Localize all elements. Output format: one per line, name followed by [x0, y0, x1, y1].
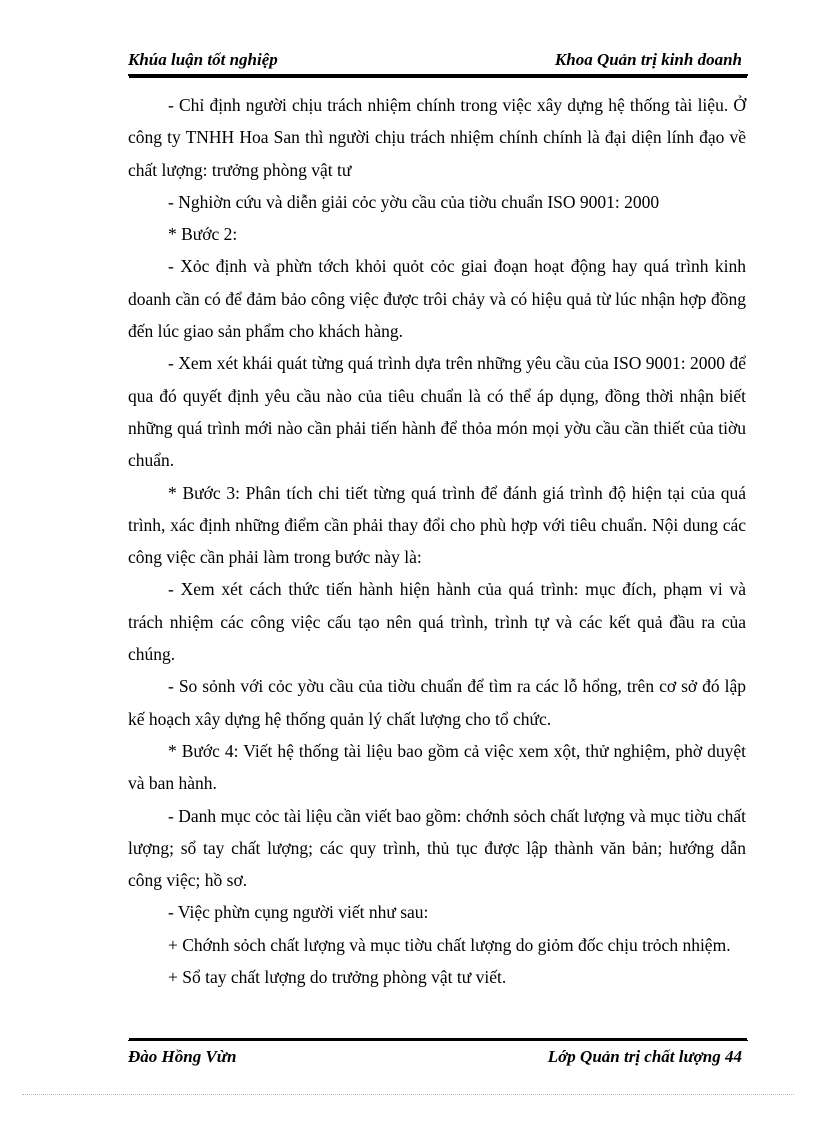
- header-faculty: Khoa Quản trị kinh doanh: [554, 50, 742, 69]
- paragraph: - Việc phừn cụng người viết như sau:: [168, 902, 429, 923]
- paragraph: + Chớnh sỏch chất lượng và mục tiờu chất lượng do giỏm đốc chịu trỏch nhiệm.: [168, 934, 731, 955]
- page-footer: [128, 1040, 748, 1071]
- paragraph: - Chỉ định người chịu trách nhiệm chính trong việc xây dựng hệ thống tài liệu. Ở công ty TNHH Hoa San thì người chịu trách nhiệm chính chính là đại diện lính đạo về chất lượng: trưởng phòng vật tư: [128, 95, 746, 180]
- paragraph: + Sổ tay chất lượng do trưởng phòng vật tư viết.: [168, 967, 507, 988]
- footer-author: Đào Hồng Vừn: [128, 1047, 237, 1066]
- paragraph: * Bước 4: Viết hệ thống tài liệu bao gồm cả việc xem xột, thử nghiệm, phờ duyệt và ban hành.: [128, 740, 746, 794]
- paragraph: - Xỏc định và phừn tớch khỏi quỏt cỏc giai đoạn hoạt động hay quá trình kinh doanh cần có để đảm bảo công việc được trôi chảy và có hiệu quả từ lúc nhận hợp đồng đến lúc giao sản phẩm cho khách hàng.: [128, 256, 746, 342]
- header-thesis-title: Khúa luận tốt nghiệp: [128, 50, 278, 69]
- paragraph: * Bước 2:: [168, 224, 238, 245]
- paragraph: - So sỏnh với cỏc yờu cầu của tiờu chuẩn để tìm ra các lỗ hổng, trên cơ sở đó lập kế hoạch xây dựng hệ thống quản lý chất lượng cho tổ chức.: [128, 676, 746, 729]
- document-body: [128, 89, 746, 993]
- page-header: [128, 48, 748, 76]
- paragraph: - Nghiờn cứu và diễn giải cỏc yờu cầu của tiờu chuẩn ISO 9001: 2000: [168, 191, 660, 212]
- footer-class: Lớp Quản trị chất lượng 44: [547, 1047, 742, 1066]
- page-bottom-divider: [22, 1094, 794, 1095]
- paragraph: - Xem xét cách thức tiến hành hiện hành của quá trình: mục đích, phạm vi và trách nhiệm các công việc cấu tạo nên quá trình, trình tự và các kết quả đầu ra của chúng.: [128, 579, 746, 665]
- paragraph: * Bước 3: Phân tích chi tiết từng quá trình để đánh giá trình độ hiện tại của quá trình, xác định những điểm cần phải thay đổi cho phù hợp với tiêu chuẩn. Nội dung các công việc cần phải làm trong bước này là:: [128, 482, 746, 568]
- paragraph: - Xem xét khái quát từng quá trình dựa trên những yêu cầu của ISO 9001: 2000 để qua đó quyết định yêu cầu nào của tiêu chuẩn là có thể áp dụng, đồng thời nhận biết những quá trình mới nào cần phải tiến hành để thỏa món mọi yờu cầu cần thiết của tiờu chuẩn.: [128, 353, 746, 471]
- paragraph: - Danh mục cỏc tài liệu cần viết bao gồm: chớnh sỏch chất lượng và mục tiờu chất lượng; sổ tay chất lượng; các quy trình, thủ tục được lập thành văn bản; hướng dẫn công việc; hồ sơ.: [128, 805, 746, 891]
